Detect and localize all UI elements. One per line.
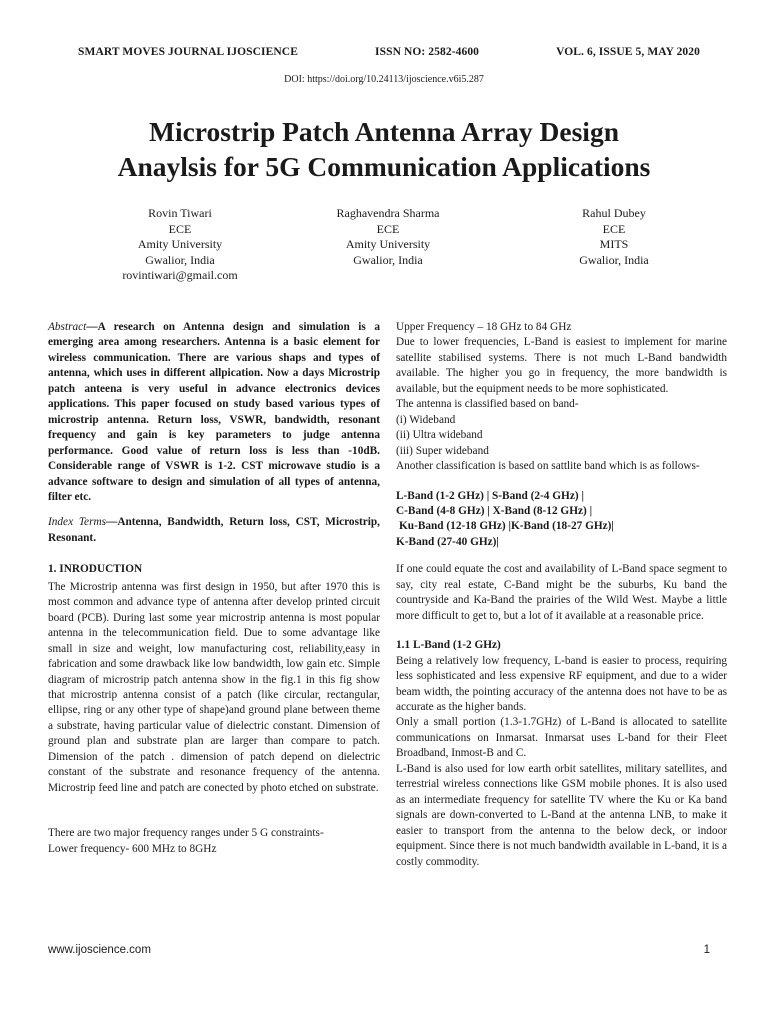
author-1 [95, 206, 265, 284]
running-header [78, 46, 700, 58]
page-footer [48, 944, 710, 956]
list-item: (ii) Ultra wideband [396, 429, 483, 442]
author-location: Gwalior, India [579, 252, 649, 267]
index-terms [48, 515, 380, 546]
index-terms-label: Index Terms [48, 516, 107, 529]
band-line: C-Band (4-8 GHz) | X-Band (8-12 GHz) | [396, 504, 593, 517]
left-column [48, 320, 380, 857]
author-name: Rovin Tiwari [148, 206, 212, 220]
issn: ISSN NO: 2582-4600 [375, 46, 480, 58]
author-location: Gwalior, India [353, 252, 423, 267]
lband-body-3: L-Band is also used for low earth orbit satellites, military satellites, and terrestrial wireless connections like GSM mobile phones. It is also used as an intermediate frequency for satellite TV where the Ku or Ka band signals are down-converted to L-Band at the antenna LNB, to make it easier to transport from the antenna to the below deck, or indoor equipment. Since there is not much bandwidth available in L-band, it is a costly commodity. [396, 762, 727, 868]
title-line-2: Anaylsis for 5G Communication Applications [117, 151, 651, 182]
author-location: Gwalior, India [145, 252, 215, 267]
abstract-label: Abstract [48, 321, 87, 333]
classification-intro: The antenna is classified based on band- [396, 398, 579, 411]
intro-paragraph: The Microstrip antenna was first design in 1950, but after 1970 this is most common and advance type of antenna after develop printed circuit board (PCB). During last some year microstrip antenna is most popular antenna in the telecommunication field. Due to some advantage like small in size and weight, low manufacturing cost, reliability,easy in fabrication and some drawback like low bandwidth, low gain etc. Simple diagram of microstrip patch antenna show in the fig.1 in this fig show that microstrip antenna consist of a patch (like circular, rectangular, ellipse, ring or any other type of shape)and ground plane between theme a substrate, having particular value of dielectric constant. Dimension of ground plan and substrate plan are larger than compare to patch. Dimension of the patch . dimension of patch depend on dielectric constant of the substrate and resonance frequency of the antenna. Microstrip feed line and patch are conected by photo etched on substrate. [48, 580, 380, 794]
author-name: Rahul Dubey [582, 206, 646, 220]
author-2 [303, 206, 473, 268]
author-dept: ECE [376, 221, 400, 236]
author-name: Raghavendra Sharma [336, 206, 440, 220]
author-org: MITS [599, 237, 629, 251]
author-org: Amity University [137, 237, 223, 251]
lband-body-2: Only a small portion (1.3-1.7GHz) of L-Band is allocated to satellite communications on Inmarsat. Inmarsat uses L-band for their Fleet Broadband, Inmost-B and C. [396, 716, 727, 760]
list-item: (iii) Super wideband [396, 444, 489, 457]
title-line-1: Microstrip Patch Antenna Array Design [148, 116, 619, 147]
band-line: Ku-Band (12-18 GHz) |K-Band (18-27 GHz)| [399, 520, 614, 533]
author-email[interactable]: rovintiwari@gmail.com [122, 268, 238, 282]
satellite-classification: Another classification is based on sattlite band which is as follows- [396, 460, 700, 473]
intro-lower-frequency: Lower frequency- 600 MHz to 8GHz [48, 842, 217, 855]
page-number: 1 [703, 944, 710, 956]
right-column [396, 320, 727, 870]
author-3 [529, 206, 699, 268]
list-item: (i) Wideband [396, 413, 456, 426]
author-block [0, 206, 768, 286]
abstract [48, 320, 380, 505]
band-line: K-Band (27-40 GHz)| [396, 535, 499, 548]
journal-name: SMART MOVES JOURNAL IJOSCIENCE [78, 46, 298, 58]
footer-website[interactable]: www.ijoscience.com [48, 944, 151, 956]
abstract-text: —A research on Antenna design and simulation is a emerging area among researchers. Antenna is a basic element for wireless communication. There are various shaps and types of antenna, which uses in different allpication. Now a days Microstrip patch anteena is very useful in advance electronics devices applications. This paper focused on study based various types of microstrip antenna. Return loss, VSWR, bandwidth, resonant frequency and gain is key parameters to judge antenna performance. Good value of return loss is less than -10dB. Considerable range of VSWR is 1-2. CST microwave studio is a advance software to design and simulation of all types of antenna, filter etc. [48, 321, 380, 503]
index-terms-text: —Antenna, Bandwidth, Return loss, CST, Microstrip, Resonant. [48, 516, 380, 544]
subsection-heading-lband: 1.1 L-Band (1-2 GHz) [396, 639, 501, 652]
analogy-paragraph: If one could equate the cost and availability of L-Band space segment to say, city real estate, C-Band might be the suburbs, Ku band the countryside and Ka-Band the prairies of the Wild West. Maybe a little more difficult to get to, but a lot of it available at a reasonable price. [396, 563, 727, 622]
author-dept: ECE [602, 221, 626, 236]
author-org: Amity University [345, 237, 431, 251]
lband-body-1: Being a relatively low frequency, L-band is easier to process, requiring less sophisticated and less expensive RF equipment, and due to a wider beam width, the pointing accuracy of the antenna does not have to be as accurate as the higher bands. [396, 654, 727, 713]
band-line: L-Band (1-2 GHz) | S-Band (2-4 GHz) | [396, 489, 584, 502]
paper-title [30, 114, 738, 184]
doi-line[interactable]: DOI: https://doi.org/10.24113/ijoscience.v6i5.287 [284, 74, 484, 85]
author-dept: ECE [168, 221, 192, 236]
band-list [396, 489, 727, 551]
intro-frequency-ranges: There are two major frequency ranges under 5 G constraints- [48, 827, 324, 840]
volume-issue: VOL. 6, ISSUE 5, MAY 2020 [556, 46, 700, 58]
lband-paragraph: Due to lower frequencies, L-Band is easiest to implement for marine satellite stabilised systems. There is not much L-Band bandwidth available. The higher you go in frequency, the more bandwidth is available, but the equipment needs to be more sophisticated. [396, 336, 727, 395]
spacer [48, 796, 380, 826]
upper-frequency: Upper Frequency – 18 GHz to 84 GHz [396, 321, 572, 333]
section-heading-introduction: 1. INRODUCTION [48, 563, 143, 576]
